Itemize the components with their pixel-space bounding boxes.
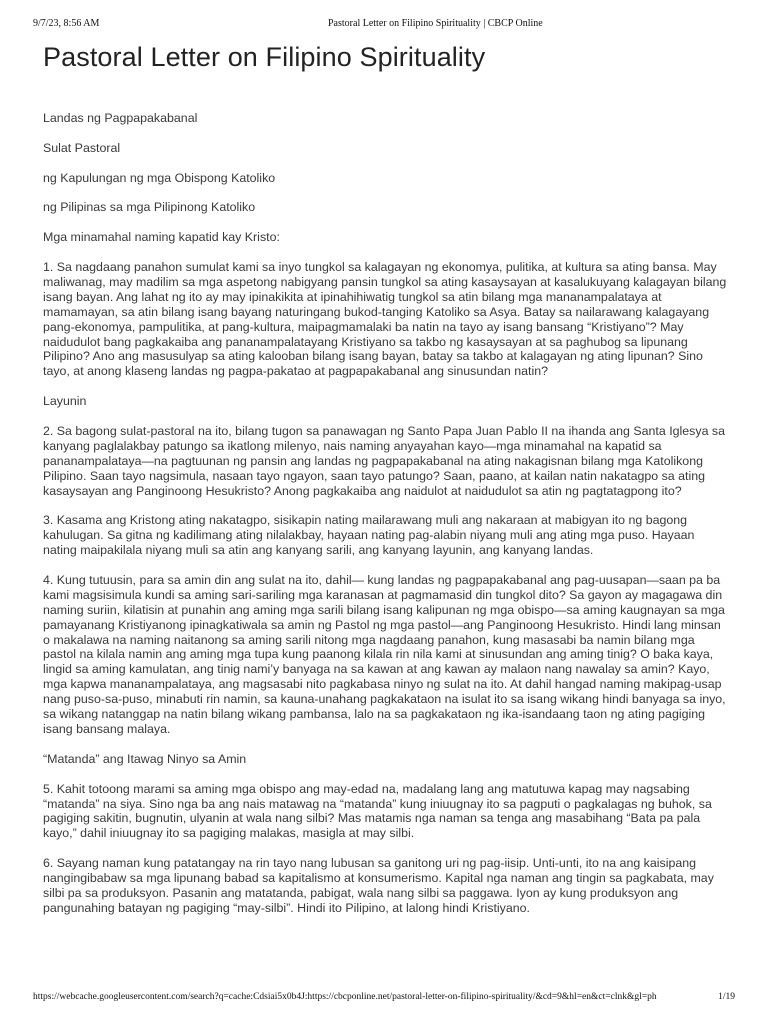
article-paragraph: 3. Kasama ang Kristong ating nakatagpo, sisikapin nating mailarawang muli ang nakaraan at mabigyan ito ng bagong kahulugan. Sa gitna ng kadilimang ating nilalakbay, hayaan nating pag-alabin niyang muli ang ating mga puso. Hayaan nating maipakilala niyang muli sa atin ang kanyang sarili, ang kanyang layunin, ang kanyang landas. <box>43 513 695 558</box>
print-datetime: 9/7/23, 8:56 AM <box>33 18 100 29</box>
section-heading: “Matanda” ang Itawag Ninyo sa Amin <box>43 751 247 766</box>
article-paragraph: 1. Sa nagdaang panahon sumulat kami sa inyo tungkol sa kalagayan ng ekonomya, pulitika, at kultura sa ating bansa. May maliwanag, may madilim sa mga aspetong nabigyang pansin tungkol sa ating kasaysayan at kasalukuyang kalagayan bilang isang bayan. Ang lahat ng ito ay may ipinakikita at ipinahihiwatig tungkol sa atin bilang mga mananampalataya at mamamayan, sa atin bilang isang bayang naturingang bukod-tanging Katoliko sa Asya. Batay sa nailarawang kalagayang pang-ekonomya, pampulitika, at pang-kultura, maipagmamalaki ba natin na tayo ay isang bansang “Kristiyano”? May naidudulot bang pagkakaiba ang pananampalatayang Kristiyano sa takbo ng kasaysayan at sa paghubog sa lipunang Pilipino? Ano ang masusulyap sa ating kalooban bilang isang bayan, batay sa takbo at kalagayan ng ating lipunan? Sino tayo, at anong klaseng landas ng pagpa-pakatao at pagpapakabanal ang sinusundan natin? <box>43 259 727 379</box>
print-page-number: 1/19 <box>718 992 735 1002</box>
article-body <box>43 111 727 931</box>
print-page-title: Pastoral Letter on Filipino Spirituality | CBCP Online <box>328 18 543 29</box>
section-heading: Layunin <box>43 394 87 409</box>
print-url: https://webcache.googleusercontent.com/search?q=cache:Cdsiai5x0b4J:https://cbcponline.net/pastoral-letter-on-filipino-spirituality/&cd=9&hl=en&ct=clnk&gl=ph <box>33 992 657 1002</box>
print-header <box>33 18 735 32</box>
article-paragraph: ng Pilipinas sa mga Pilipinong Katoliko <box>43 200 256 215</box>
article-paragraph: 5. Kahit totoong marami sa aming mga obispo ang may-edad na, madalang lang ang matutuwa kapag may nagsabing “matanda” na siya. Sino nga ba ang nais matawag na “matanda” kung iniuugnay ito sa pagputi o pagkalagas ng buhok, sa pagiging sakitin, bugnutin, ulyanin at wala nang silbi? Mas matamis nga naman sa tenga ang masabihang “Bata pa pala kayo,” dahil iniuugnay ito sa pagiging malakas, masigla at may silbi. <box>43 781 712 841</box>
article-paragraph: ng Kapulungan ng mga Obispong Katoliko <box>43 170 276 185</box>
article-title: Pastoral Letter on Filipino Spirituality <box>43 42 486 72</box>
article-paragraph: 6. Sayang naman kung patatangay na rin tayo nang lubusan sa ganitong uri ng pag-iisip. Unti-unti, ito na ang kaisipang nangingibabaw sa mga lipunang babad sa kapitalismo at konsumerismo. Kapital nga naman ang tingin sa pagkabata, may silbi pa sa produksyon. Pasanin ang matatanda, pabigat, wala nang silbi sa paggawa. Iyon ay kung produksyon ang pangunahing batayan ng pagiging “may-silbi”. Hindi ito Pilipino, at lalong hindi Kristiyano. <box>43 856 714 915</box>
article-paragraph: Landas ng Pagpapakabanal <box>43 111 198 125</box>
article-paragraph: Mga minamahal naming kapatid kay Kristo: <box>43 230 280 245</box>
article-paragraph: 2. Sa bagong sulat-pastoral na ito, bilang tugon sa panawagan ng Santo Papa Juan Pablo II na ihanda ang Santa Iglesya sa kanyang paglalakbay patungo sa ikatlong milenyo, nais naming anyayahan kayo—mga minamahal na kapatid sa pananampalataya—na pagtuunan ng pansin ang landas ng pagpapakabanal na ating nakagisnan bilang mga Katolikong Pilipino. Saan tayo nagsimula, nasaan tayo ngayon, saan tayo patungo? Saan, paano, at kailan natin nakatagpo sa ating kasaysayan ang Panginoong Hesukristo? Anong pagkakaiba ang naidulot at naidudulot sa atin ng pagtatagpong ito? <box>43 423 725 498</box>
article-paragraph: Sulat Pastoral <box>43 140 121 155</box>
print-footer <box>33 992 735 1006</box>
article-paragraph: 4. Kung tutuusin, para sa amin din ang sulat na ito, dahil— kung landas ng pagpapakabanal ang pag-uusapan—saan pa ba kami magsisimula kundi sa aming sari-sariling mga karanasan at pagmamasid din tungkol dito? Sa gayon ay magagawa din naming suriin, kilatisin at punahin ang aming mga sarili bilang isang kalipunan ng mga obispo—sa aming kaugnayan sa mga pamayanang Kristiyanong ipinagkatiwala sa amin ng Pastol ng mga pastol—ang Panginoong Hesukristo. Hindi lang minsan o makalawa na naming naitanong sa aming sarili nitong mga nagdaang panahon, kung masasabi ba namin bilang mga pastol na kilala namin ang aming mga tupa kung paanong kilala rin nila kami at sinusundan ang aming tinig? O baka kaya, lingid sa aming kamulatan, ang tinig nami’y banyaga na sa kawan at ang kawan ay malaon nang nawalay sa amin? Kayo, mga kapwa mananampalataya, ang magsasabi nito pagkabasa ninyo ng sulat na ito. At dahil hangad naming makipag-usap nang puso-sa-puso, minabuti rin namin, sa kauna-unahang pagkakataon na isulat ito sa isang wikang hindi banyaga sa inyo, sa wikang natanggap na natin bilang wikang pambansa, lalo na sa pagkakataon ng ika-isandaang taon ng ating pagiging isang bansang malaya. <box>43 572 726 737</box>
